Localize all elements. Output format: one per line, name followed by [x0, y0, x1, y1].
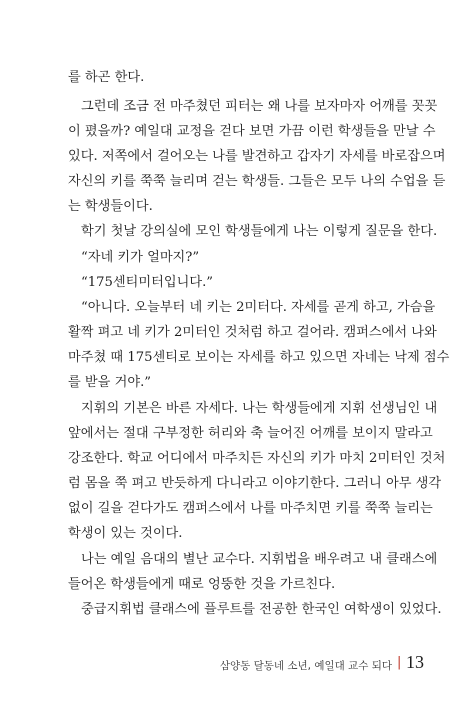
text-line: 강조한다. 학교 어디에서 마주치든 자신의 키가 마치 2미터인 것처	[68, 451, 446, 466]
page-number: 13	[406, 652, 424, 672]
footer-separator: |	[397, 655, 402, 670]
text-line: 이 폈을까? 예일대 교정을 걷다 보면 가끔 이런 학생들을 만날 수	[68, 124, 436, 139]
text-line: 를 받을 거야.”	[68, 375, 152, 390]
text-line: 들어온 학생들에게 때로 엉뚱한 것을 가르친다.	[68, 577, 336, 592]
text-line: “175센티미터입니다.”	[81, 275, 214, 290]
text-line: 학기 첫날 강의실에 모인 학생들에게 나는 이렇게 질문을 한다.	[81, 224, 438, 239]
text-line: 중급지휘법 클래스에 플루트를 전공한 한국인 여학생이 있었다.	[81, 602, 442, 617]
running-title: 삼양동 달동네 소년, 예일대 교수 되다	[219, 660, 392, 672]
text-line: 를 하곤 한다.	[68, 70, 145, 85]
text-line: 그런데 조금 전 마주쳤던 피터는 왜 나를 보자마자 어깨를 꼿꼿	[81, 99, 438, 114]
page-footer	[0, 652, 470, 676]
text-line: 럼 몸을 쭉 펴고 반듯하게 다니라고 이야기한다. 그러니 아무 생각	[68, 476, 442, 491]
text-line: 마주쳤 때 175센티로 보이는 자세를 하고 있으면 자네는 낙제 점수	[68, 350, 450, 365]
text-line: 활짝 펴고 네 키가 2미터인 것처럼 하고 걸어라. 캠퍼스에서 나와	[68, 325, 437, 340]
text-line: 자신의 키를 쭉쭉 늘리며 걷는 학생들. 그들은 모두 나의 수업을 듣	[68, 174, 446, 189]
text-line: 없이 길을 걷다가도 캠퍼스에서 나를 마주치면 키를 쭉쭉 늘리는	[68, 501, 433, 516]
text-line: 앞에서는 절대 구부정한 허리와 축 늘어진 어깨를 보이지 말라고	[68, 426, 433, 441]
text-line: 는 학생들이다.	[68, 199, 153, 214]
text-line: 지휘의 기본은 바른 자세다. 나는 학생들에게 지휘 선생님인 내	[81, 401, 438, 416]
text-line: 학생이 있는 것이다.	[68, 526, 183, 541]
text-line: “자네 키가 얼마지?”	[81, 250, 200, 265]
text-line: 있다. 저쪽에서 걸어오는 나를 발견하고 갑자기 자세를 바로잡으며	[68, 149, 446, 164]
text-line: 나는 예일 음대의 별난 교수다. 지휘법을 배우려고 내 클래스에	[81, 552, 438, 567]
text-line: “아니다. 오늘부터 네 키는 2미터다. 자세를 곧게 하고, 가슴을	[81, 300, 436, 315]
